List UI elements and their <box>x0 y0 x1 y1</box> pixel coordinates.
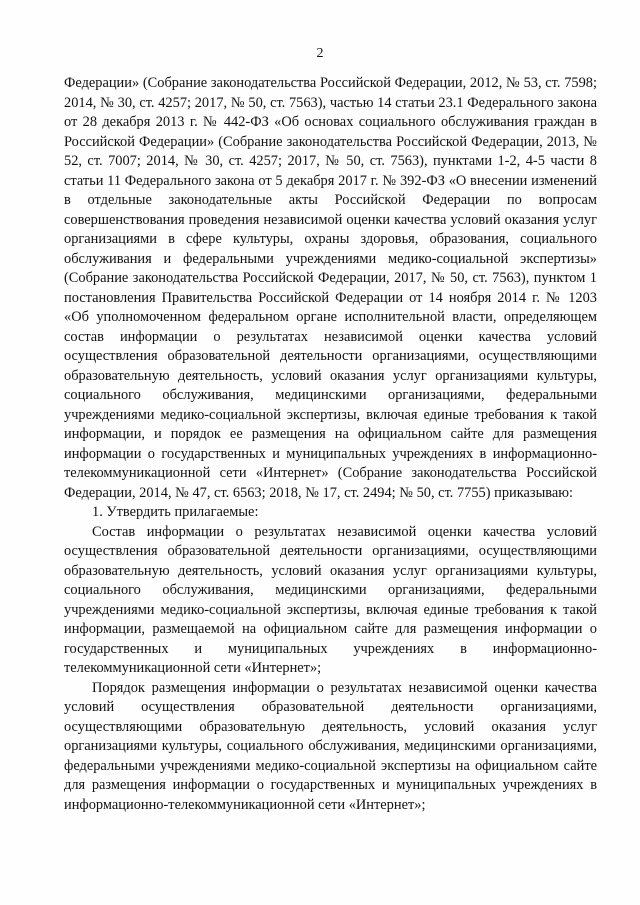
document-body <box>64 74 597 815</box>
paragraph-item-1-heading: 1. Утвердить прилагаемые: <box>92 504 259 520</box>
page-number: 2 <box>316 46 324 61</box>
paragraph-placement-procedure: Порядок размещения информации о результатах независимой оценки качества условий осуществления образовательной деятельности организациями, осуществляющими образовательную деятельность, условий оказания услуг организациями культуры, социального обслуживания, медицинскими организациями, федеральными учреждениями медико-социальной экспертизы на официальном сайте для размещения информации о государственных и муниципальных учреждениях в информационно-телекоммуникационной сети «Интернет»; <box>64 679 597 813</box>
paragraph-composition-of-information: Состав информации о результатах независимой оценки качества условий осуществления образовательной деятельности организациями, осуществляющими образовательную деятельность, условий оказания услуг организациями культуры, социального обслуживания, медицинскими организациями, федеральными учреждениями медико-социальной экспертизы, включая единые требования к такой информации, размещаемой на официальном сайте для размещения информации о государственных и муниципальных учреждениях в информационно-телекоммуникационной сети «Интернет»; <box>64 523 597 676</box>
paragraph-legal-basis: Федерации» (Собрание законодательства Российской Федерации, 2012, № 53, ст. 7598; 2014, № 30, ст. 4257; 2017, № 50, ст. 7563), частью 14 статьи 23.1 Федерального закона от 28 декабря 2013 г. № 442-ФЗ «Об основах социального обслуживания граждан в Российской Федерации» (Собрание законодательства Российской Федерации, 2013, № 52, ст. 7007; 2014, № 30, ст. 4257; 2017, № 50, ст. 7563), пунктами 1-2, 4-5 части 8 статьи 11 Федерального закона от 5 декабря 2017 г. № 392-ФЗ «О внесении изменений в отдельные законодательные акты Российской Федерации по вопросам совершенствования проведения независимой оценки качества условий оказания услуг организациями в сфере культуры, охраны здоровья, образования, социального обслуживания и федеральными учреждениями медико-социальной экспертизы» (Собрание законодательства Российской Федерации, 2017, № 50, ст. 7563), пунктом 1 постановления Правительства Российской Федерации от 14 ноября 2014 г. № 1203 «Об уполномоченном федеральном органе исполнительной власти, определяющем состав информации о результатах независимой оценки качества условий осуществления образовательной деятельности организациями, осуществляющими образовательную деятельность, условий оказания услуг организациями культуры, социального обслуживания, медицинскими организациями, федеральными учреждениями медико-социальной экспертизы, включая единые требования к такой информации, и порядок ее размещения на официальном сайте для размещения информации о государственных и муниципальных учреждениях в информационно-телекоммуникационной сети «Интернет» (Собрание законодательства Российской Федерации, 2014, № 47, ст. 6563; 2018, № 17, ст. 2494; № 50, ст. 7755) приказываю: <box>64 75 597 501</box>
